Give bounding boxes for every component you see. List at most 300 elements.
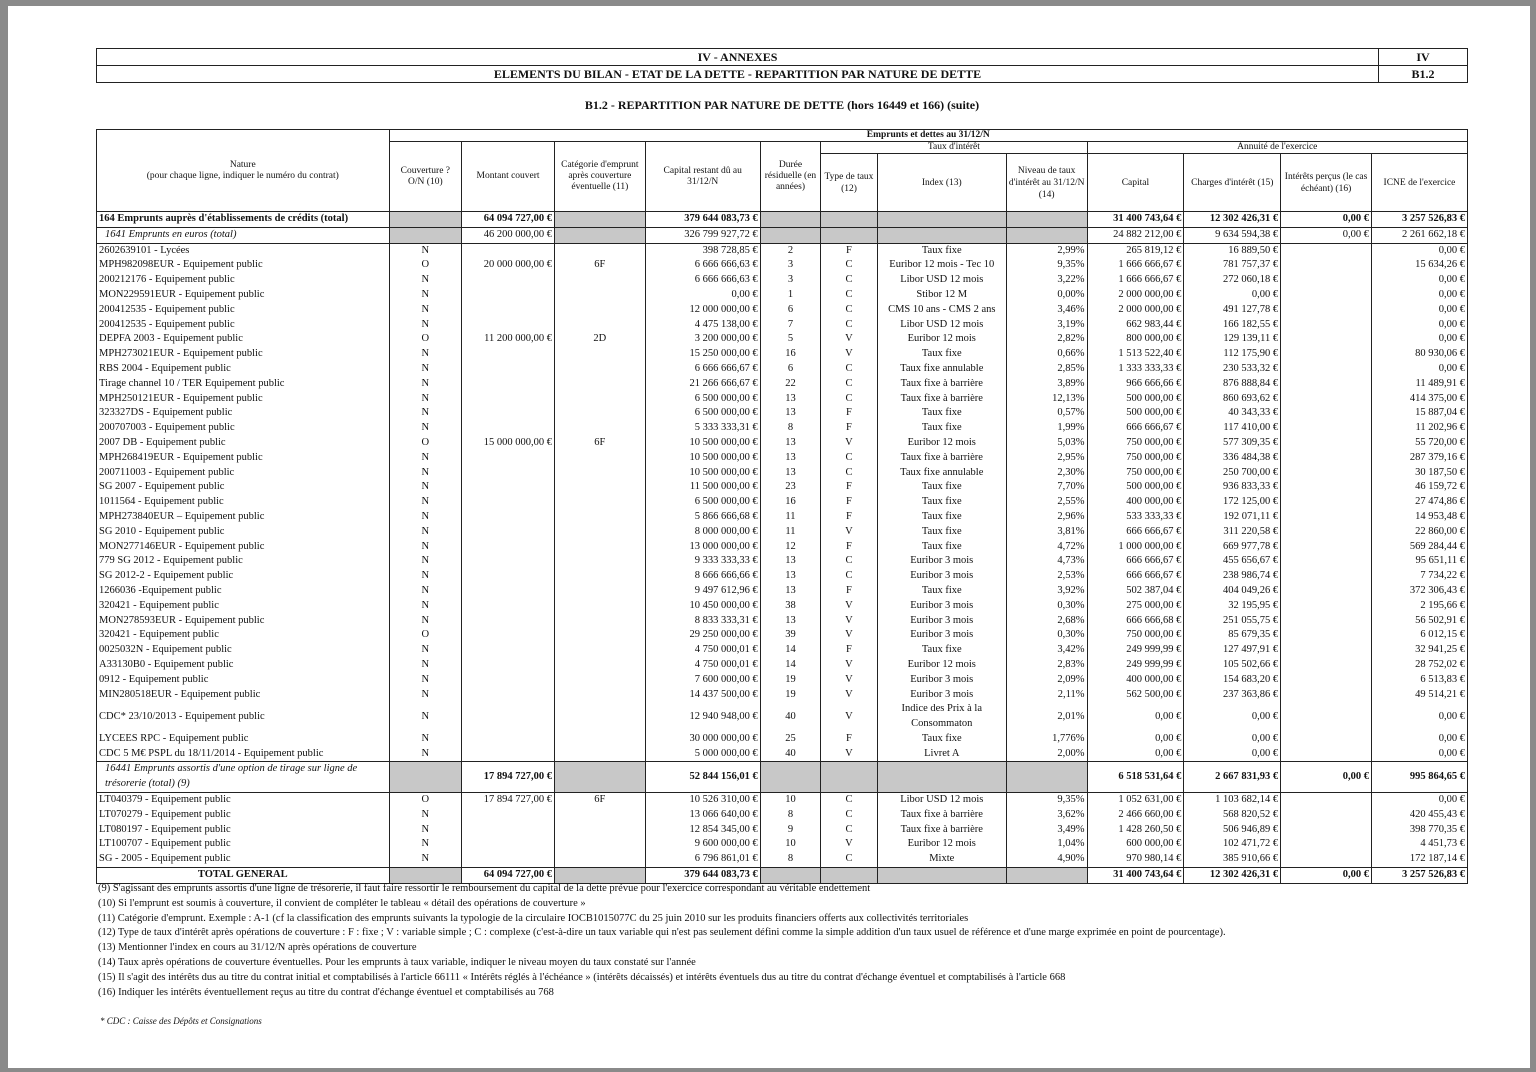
residual-duration: 10 (760, 793, 821, 808)
col-duree: Durée résiduelle (en années) (760, 142, 821, 212)
rate-index: Euribor 3 mois (877, 688, 1006, 703)
rate-type: V (821, 702, 877, 732)
rate-type: V (821, 599, 877, 614)
total-capital: 31 400 743,64 € (1087, 212, 1184, 228)
rate-index: Euribor 3 mois (877, 673, 1006, 688)
icne-value: 0,00 € (1371, 288, 1467, 303)
loan-category (554, 823, 645, 838)
contract-nature: 323327DS - Equipement public (97, 406, 390, 421)
icne-value: 420 455,43 € (1371, 808, 1467, 823)
annuity-capital: 666 666,67 € (1087, 525, 1184, 540)
remaining-capital: 12 854 345,00 € (645, 823, 760, 838)
contract-nature: DEPFA 2003 - Equipement public (97, 332, 390, 347)
rate-type: F (821, 421, 877, 436)
rate-index: Libor USD 12 mois (877, 318, 1006, 333)
rate-type: F (821, 540, 877, 555)
interest-received (1281, 510, 1372, 525)
remaining-capital: 6 666 666,63 € (645, 273, 760, 288)
rate-level: 0,30% (1006, 628, 1087, 643)
remaining-capital: 10 500 000,00 € (645, 436, 760, 451)
icne-value: 15 887,04 € (1371, 406, 1467, 421)
annuity-capital: 249 999,99 € (1087, 643, 1184, 658)
loan-category (554, 318, 645, 333)
rate-level: 2,82% (1006, 332, 1087, 347)
table-row (97, 732, 1468, 747)
coverage-flag: N (389, 347, 462, 362)
remaining-capital: 6 500 000,00 € (645, 392, 760, 407)
remaining-capital: 3 200 000,00 € (645, 332, 760, 347)
icne-value: 6 513,83 € (1371, 673, 1467, 688)
remaining-capital: 6 500 000,00 € (645, 495, 760, 510)
rate-index: Indice des Prix à la Consommaton (877, 702, 1006, 732)
interest-charges: 40 343,33 € (1184, 406, 1281, 421)
interest-received (1281, 658, 1372, 673)
table-row (97, 332, 1468, 347)
table-row (97, 554, 1468, 569)
interest-charges: 230 533,32 € (1184, 362, 1281, 377)
rate-level: 9,35% (1006, 258, 1087, 273)
remaining-capital: 4 750 000,01 € (645, 658, 760, 673)
rate-level: 9,35% (1006, 793, 1087, 808)
residual-duration: 13 (760, 392, 821, 407)
interest-charges: 0,00 € (1184, 702, 1281, 732)
interest-received (1281, 525, 1372, 540)
contract-nature: LT100707 - Equipement public (97, 837, 390, 852)
empty-cell (389, 762, 462, 793)
rate-level: 2,85% (1006, 362, 1087, 377)
interest-received (1281, 392, 1372, 407)
icne-value: 0,00 € (1371, 362, 1467, 377)
rate-index: Euribor 3 mois (877, 554, 1006, 569)
empty-cell (554, 762, 645, 793)
interest-received (1281, 673, 1372, 688)
remaining-capital: 398 728,85 € (645, 243, 760, 258)
coverage-flag: N (389, 643, 462, 658)
coverage-flag: N (389, 421, 462, 436)
rate-index: Mixte (877, 852, 1006, 867)
loan-category (554, 747, 645, 762)
table-row (97, 273, 1468, 288)
rate-level: 2,01% (1006, 702, 1087, 732)
debt-table (96, 129, 1468, 884)
interest-charges: 455 656,67 € (1184, 554, 1281, 569)
empty-cell (554, 212, 645, 228)
rate-type: V (821, 347, 877, 362)
rate-index: Taux fixe (877, 406, 1006, 421)
contract-nature: LT070279 - Equipement public (97, 808, 390, 823)
interest-received (1281, 837, 1372, 852)
loan-category (554, 377, 645, 392)
coverage-flag: N (389, 852, 462, 867)
rate-level: 3,62% (1006, 808, 1087, 823)
rate-type: C (821, 554, 877, 569)
loan-category (554, 599, 645, 614)
empty-cell (877, 868, 1006, 884)
interest-charges: 0,00 € (1184, 732, 1281, 747)
rate-type: C (821, 362, 877, 377)
debt-table-body (97, 212, 1468, 884)
coverage-flag: N (389, 569, 462, 584)
residual-duration: 12 (760, 540, 821, 555)
interest-received (1281, 688, 1372, 703)
rate-type: C (821, 569, 877, 584)
table-row (97, 495, 1468, 510)
rate-type: V (821, 673, 877, 688)
interest-charges: 250 700,00 € (1184, 466, 1281, 481)
rate-level: 3,92% (1006, 584, 1087, 599)
interest-received (1281, 732, 1372, 747)
icne-value: 14 953,48 € (1371, 510, 1467, 525)
rate-index: Euribor 3 mois (877, 628, 1006, 643)
loan-category (554, 525, 645, 540)
coverage-flag: N (389, 823, 462, 838)
loan-category (554, 362, 645, 377)
coverage-flag: N (389, 377, 462, 392)
rate-level: 2,55% (1006, 495, 1087, 510)
interest-received (1281, 243, 1372, 258)
icne-value: 32 941,25 € (1371, 643, 1467, 658)
contract-nature: MPH273021EUR - Equipement public (97, 347, 390, 362)
rate-type: C (821, 808, 877, 823)
residual-duration: 40 (760, 702, 821, 732)
rate-index: Taux fixe à barrière (877, 451, 1006, 466)
rate-level: 2,53% (1006, 569, 1087, 584)
annuity-capital: 500 000,00 € (1087, 392, 1184, 407)
rate-level: 4,90% (1006, 852, 1087, 867)
annuity-capital: 1 666 666,67 € (1087, 258, 1184, 273)
annuity-capital: 666 666,67 € (1087, 554, 1184, 569)
contract-nature: MPH273840EUR – Equipement public (97, 510, 390, 525)
annuity-capital: 249 999,99 € (1087, 658, 1184, 673)
annex-header (96, 48, 1468, 83)
annuity-capital: 533 333,33 € (1087, 510, 1184, 525)
residual-duration: 23 (760, 480, 821, 495)
loan-category (554, 584, 645, 599)
contract-nature: 1011564 - Equipement public (97, 495, 390, 510)
contract-nature: 2602639101 - Lycées (97, 243, 390, 258)
residual-duration: 13 (760, 451, 821, 466)
col-couverture: Couverture ? O/N (10) (389, 142, 462, 212)
rate-index: Taux fixe annulable (877, 466, 1006, 481)
group-taux: Taux d'intérêt (821, 142, 1087, 154)
note: (11) Catégorie d'emprunt. Exemple : A-1 (cf la classification des emprunts suivants la typologie de la circulaire IOCB1015077C du 25 juin 2010 sur les produits financiers offerts aux collectivités territoriales (98, 912, 969, 924)
residual-duration: 11 (760, 510, 821, 525)
table-row (97, 525, 1468, 540)
interest-charges: 336 484,38 € (1184, 451, 1281, 466)
covered-amount (462, 658, 555, 673)
residual-duration: 8 (760, 852, 821, 867)
rate-index: Libor USD 12 mois (877, 273, 1006, 288)
empty-cell (389, 868, 462, 884)
coverage-flag: N (389, 732, 462, 747)
annuity-capital: 0,00 € (1087, 747, 1184, 762)
annuity-capital: 1 333 333,33 € (1087, 362, 1184, 377)
residual-duration: 19 (760, 673, 821, 688)
annuity-capital: 1 666 666,67 € (1087, 273, 1184, 288)
table-row (97, 466, 1468, 481)
covered-amount (462, 347, 555, 362)
loan-category (554, 540, 645, 555)
icne-value: 0,00 € (1371, 243, 1467, 258)
covered-amount (462, 837, 555, 852)
interest-charges: 936 833,33 € (1184, 480, 1281, 495)
interest-charges: 669 977,78 € (1184, 540, 1281, 555)
rate-level: 3,89% (1006, 377, 1087, 392)
col-icne: ICNE de l'exercice (1371, 154, 1467, 212)
coverage-flag: N (389, 510, 462, 525)
rate-type: F (821, 480, 877, 495)
annuity-capital: 970 980,14 € (1087, 852, 1184, 867)
remaining-capital: 5 333 333,31 € (645, 421, 760, 436)
rate-level: 2,30% (1006, 466, 1087, 481)
remaining-capital: 5 866 666,68 € (645, 510, 760, 525)
col-charges: Charges d'intérêt (15) (1184, 154, 1281, 212)
table-row (97, 510, 1468, 525)
empty-cell (1006, 868, 1087, 884)
covered-amount (462, 392, 555, 407)
icne-value: 0,00 € (1371, 702, 1467, 732)
covered-amount (462, 643, 555, 658)
table-row (97, 258, 1468, 273)
empty-cell (821, 227, 877, 243)
remaining-capital: 12 940 948,00 € (645, 702, 760, 732)
coverage-flag: N (389, 273, 462, 288)
loan-category (554, 628, 645, 643)
interest-charges: 860 693,62 € (1184, 392, 1281, 407)
empty-cell (760, 227, 821, 243)
total-icne: 3 257 526,83 € (1371, 212, 1467, 228)
loan-category (554, 702, 645, 732)
covered-amount: 17 894 727,00 € (462, 793, 555, 808)
rate-level: 1,99% (1006, 421, 1087, 436)
interest-received (1281, 554, 1372, 569)
remaining-capital: 4 475 138,00 € (645, 318, 760, 333)
rate-type: V (821, 688, 877, 703)
icne-value: 287 379,16 € (1371, 451, 1467, 466)
covered-amount (462, 554, 555, 569)
header-subcode: B1.2 (1379, 66, 1468, 83)
icne-value: 372 306,43 € (1371, 584, 1467, 599)
covered-amount (462, 480, 555, 495)
coverage-flag: N (389, 614, 462, 629)
covered-amount: 15 000 000,00 € (462, 436, 555, 451)
total-row (97, 868, 1468, 884)
icne-value: 0,00 € (1371, 332, 1467, 347)
covered-amount (462, 288, 555, 303)
total-interets: 0,00 € (1281, 868, 1372, 884)
annuity-capital: 750 000,00 € (1087, 466, 1184, 481)
loan-category (554, 688, 645, 703)
residual-duration: 1 (760, 288, 821, 303)
remaining-capital: 30 000 000,00 € (645, 732, 760, 747)
table-row (97, 436, 1468, 451)
table-row (97, 614, 1468, 629)
icne-value: 15 634,26 € (1371, 258, 1467, 273)
coverage-flag: N (389, 702, 462, 732)
rate-level: 2,68% (1006, 614, 1087, 629)
loan-category (554, 495, 645, 510)
table-row (97, 628, 1468, 643)
residual-duration: 6 (760, 303, 821, 318)
coverage-flag: O (389, 436, 462, 451)
interest-received (1281, 614, 1372, 629)
coverage-flag: N (389, 495, 462, 510)
interest-received (1281, 793, 1372, 808)
total-capital: 6 518 531,64 € (1087, 762, 1184, 793)
contract-nature: MIN280518EUR - Equipement public (97, 688, 390, 703)
contract-nature: SG 2007 - Equipement public (97, 480, 390, 495)
annuity-capital: 600 000,00 € (1087, 837, 1184, 852)
contract-nature: MON278593EUR - Equipement public (97, 614, 390, 629)
col-capital-restant: Capital restant dû au 31/12/N (645, 142, 760, 212)
interest-received (1281, 643, 1372, 658)
residual-duration: 13 (760, 584, 821, 599)
interest-charges: 237 363,86 € (1184, 688, 1281, 703)
coverage-flag: N (389, 837, 462, 852)
covered-amount (462, 451, 555, 466)
rate-type: V (821, 332, 877, 347)
residual-duration: 13 (760, 554, 821, 569)
rate-type: V (821, 837, 877, 852)
interest-received (1281, 599, 1372, 614)
annuity-capital: 966 666,66 € (1087, 377, 1184, 392)
annuity-capital: 1 428 260,50 € (1087, 823, 1184, 838)
residual-duration: 3 (760, 258, 821, 273)
contract-nature: MPH268419EUR - Equipement public (97, 451, 390, 466)
remaining-capital: 8 666 666,66 € (645, 569, 760, 584)
table-row (97, 569, 1468, 584)
table-row (97, 303, 1468, 318)
rate-level: 2,96% (1006, 510, 1087, 525)
rate-index: Taux fixe à barrière (877, 823, 1006, 838)
loan-category (554, 480, 645, 495)
interest-received (1281, 702, 1372, 732)
icne-value: 2 195,66 € (1371, 599, 1467, 614)
group-annuite: Annuité de l'exercice (1087, 142, 1467, 154)
contract-nature: 0025032N - Equipement public (97, 643, 390, 658)
covered-amount (462, 406, 555, 421)
rate-type: C (821, 451, 877, 466)
icne-value: 6 012,15 € (1371, 628, 1467, 643)
contract-nature: 1266036 -Equipement public (97, 584, 390, 599)
contract-nature: LT080197 - Equipement public (97, 823, 390, 838)
loan-category (554, 466, 645, 481)
interest-charges: 404 049,26 € (1184, 584, 1281, 599)
covered-amount (462, 599, 555, 614)
annuity-capital: 1 000 000,00 € (1087, 540, 1184, 555)
annuity-capital: 400 000,00 € (1087, 673, 1184, 688)
loan-category (554, 852, 645, 867)
rate-index: Euribor 3 mois (877, 599, 1006, 614)
coverage-flag: O (389, 628, 462, 643)
interest-charges: 781 757,37 € (1184, 258, 1281, 273)
icne-value: 55 720,00 € (1371, 436, 1467, 451)
rate-index: Euribor 12 mois (877, 837, 1006, 852)
total-label: TOTAL GENERAL (97, 868, 390, 884)
rate-index: Euribor 3 mois (877, 614, 1006, 629)
interest-received (1281, 258, 1372, 273)
rate-type: F (821, 584, 877, 599)
contract-nature: MPH250121EUR - Equipement public (97, 392, 390, 407)
contract-nature: LYCEES RPC - Equipement public (97, 732, 390, 747)
rate-level: 1,776% (1006, 732, 1087, 747)
coverage-flag: N (389, 303, 462, 318)
table-row (97, 747, 1468, 762)
note: (12) Type de taux d'intérêt après opérations de couverture : F : fixe ; V : variable simple ; C : complexe (c'est-à-dire un taux variable qui n'est pas seulement défini comme la simple addition d'un taux usuel de référence et d'une marge exprimée en point de pourcentage). (98, 927, 1226, 939)
remaining-capital: 8 833 333,31 € (645, 614, 760, 629)
interest-received (1281, 436, 1372, 451)
note: (10) Si l'emprunt est soumis à couverture, il convient de compléter le tableau « détail des opérations de couverture » (98, 897, 586, 909)
covered-amount (462, 495, 555, 510)
remaining-capital: 10 450 000,00 € (645, 599, 760, 614)
rate-level: 1,04% (1006, 837, 1087, 852)
interest-charges: 568 820,52 € (1184, 808, 1281, 823)
coverage-flag: N (389, 808, 462, 823)
coverage-flag: N (389, 554, 462, 569)
annuity-capital: 500 000,00 € (1087, 406, 1184, 421)
remaining-capital: 15 250 000,00 € (645, 347, 760, 362)
annuity-capital: 750 000,00 € (1087, 436, 1184, 451)
icne-value: 0,00 € (1371, 273, 1467, 288)
covered-amount (462, 362, 555, 377)
residual-duration: 10 (760, 837, 821, 852)
covered-amount (462, 318, 555, 333)
contract-nature: MON229591EUR - Equipement public (97, 288, 390, 303)
loan-category (554, 421, 645, 436)
interest-charges: 154 683,20 € (1184, 673, 1281, 688)
empty-cell (1006, 212, 1087, 228)
note: (13) Mentionner l'index en cours au 31/12/N après opérations de couverture (98, 942, 417, 954)
interest-received (1281, 318, 1372, 333)
rate-level: 4,73% (1006, 554, 1087, 569)
interest-charges: 1 103 682,14 € (1184, 793, 1281, 808)
remaining-capital: 13 066 640,00 € (645, 808, 760, 823)
col-niveau: Niveau de taux d'intérêt au 31/12/N (14) (1006, 154, 1087, 212)
annuity-capital: 750 000,00 € (1087, 628, 1184, 643)
total-charges: 2 667 831,93 € (1184, 762, 1281, 793)
contract-nature: 200412535 - Equipement public (97, 303, 390, 318)
rate-index: Libor USD 12 mois (877, 793, 1006, 808)
residual-duration: 9 (760, 823, 821, 838)
table-row (97, 243, 1468, 258)
contract-nature: 320421 - Equipement public (97, 628, 390, 643)
table-row (97, 823, 1468, 838)
contract-nature: 200711003 - Equipement public (97, 466, 390, 481)
annuity-capital: 275 000,00 € (1087, 599, 1184, 614)
residual-duration: 8 (760, 808, 821, 823)
icne-value: 28 752,02 € (1371, 658, 1467, 673)
rate-type: C (821, 377, 877, 392)
rate-level: 3,81% (1006, 525, 1087, 540)
empty-cell (760, 762, 821, 793)
interest-received (1281, 421, 1372, 436)
rate-index: Taux fixe (877, 525, 1006, 540)
rate-type: C (821, 318, 877, 333)
residual-duration: 39 (760, 628, 821, 643)
residual-duration: 13 (760, 436, 821, 451)
contract-nature: A33130B0 - Equipement public (97, 658, 390, 673)
annuity-capital: 662 983,44 € (1087, 318, 1184, 333)
note: (16) Indiquer les intérêts éventuellement reçus au titre du contrat d'échange éventuel et comptabilisés au 768 (98, 986, 554, 998)
covered-amount (462, 852, 555, 867)
rate-type: V (821, 436, 877, 451)
loan-category: 6F (554, 436, 645, 451)
icne-value: 11 202,96 € (1371, 421, 1467, 436)
rate-index: CMS 10 ans - CMS 2 ans (877, 303, 1006, 318)
contract-nature: 200412535 - Equipement public (97, 318, 390, 333)
coverage-flag: O (389, 793, 462, 808)
rate-level: 3,49% (1006, 823, 1087, 838)
